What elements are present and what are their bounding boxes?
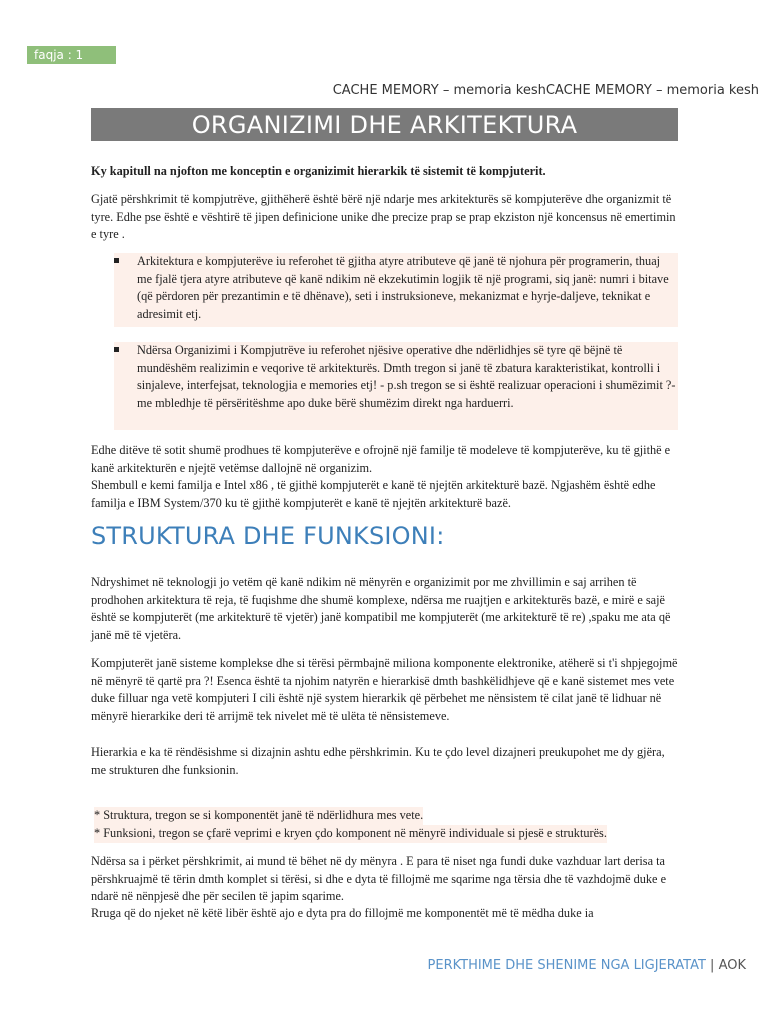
bullet-text: Arkitektura e kompjuterëve iu referohet të gjitha atyre atributeve që janë të njohura për programerin, thuaj me fjalë tjera atyre atributeve që kanë ndikim në ekzekutimin logjik të një programi, siq janë: numri i bitave (që përdoren për prezantimin e të dhënave), seti i instruksioneve, mekanizmat e hyrje-daljeve, teknikat e adresimit etj.	[137, 254, 669, 321]
paragraph-book-approach: Rruga që do njeket në këtë libër është ajo e dyta pra do fillojmë me komponentët më të mëdha duke ia	[91, 906, 594, 920]
bullet-square-icon	[114, 258, 119, 263]
footer-title: PERKTHIME DHE SHENIME NGA LIGJERATAT	[427, 958, 706, 973]
intro-sentence: Ky kapitull na njofton me konceptin e organizimit hierarkik të sistemit të kompjuterit.	[91, 164, 546, 178]
footer-author: AOK	[718, 958, 746, 973]
page-number-badge: faqja : 1	[27, 46, 116, 64]
running-header: CACHE MEMORY – memoria keshCACHE MEMORY – memoria kesh	[332, 83, 759, 98]
paragraph-model-families: Edhe ditëve të sotit shumë prodhues të kompjuterëve e ofrojnë një familje të modeleve të kompjuterëve, ku të gjithë e kanë arkitekturën e njejtë vetëmse dallojnë në organizim.	[91, 443, 671, 475]
paragraph-intel-ibm-example: Shembull e kemi familja e Intel x86 , të gjithë kompjuterët e kanë të njejtën arkitekturë bazë. Ngjashëm është edhe familja e IBM System/370 ku të gjithë kompjuterët e kanë të njejtën arkitekturë bazë.	[91, 478, 656, 510]
bullet-item-architecture	[114, 253, 678, 327]
paragraph-technology-changes: Ndryshimet në teknologji jo vetëm që kanë ndikim në mënyrën e organizimit por me zhvillimin e saj arrihen të prodhohen arkitektura të reja, të fuqishme dhe shumë komplexe, ndërsa me ruajtjen e arkitekturës bazë, e mirë e sajë është se kompjuterët (me arkitekturë të vjetër) janë kompatibil me kompjuterët (me arkitekturë të re) ,spaku me ata që janë më të vjetëra.	[91, 575, 671, 642]
definition-function: * Funksioni, tregon se çfarë veprimi e kryen çdo komponent në mënyrë individuale si pjesë e strukturës.	[94, 825, 607, 843]
footer-separator: |	[705, 958, 719, 973]
paragraph-hierarchy: Kompjuterët janë sisteme komplekse dhe si tërësi përmbajnë miliona komponente elektronike, atëherë si t'i shpjegojmë në mënyrë të qartë pra ?! Esenca është ta njohim natyrën e hierarkisë dmth bashkëlidhjeve që e kanë sistemet mes vete duke filluar nga vetë kompjuteri I cili është një system hierarkik që përbehet me nënsistem të cilat janë të lidhuar në mënyrë hierarkike deri të arrijmë tek nivelet më të ulëta të nënsistemeve.	[91, 656, 678, 723]
bullet-square-icon	[114, 347, 119, 352]
paragraph-structure-function: Hierarkia e ka të rëndësishme si dizajnin ashtu edhe përshkrimin. Ku te çdo level dizajneri preukupohet me dy gjëra, me strukturen dhe funksionin.	[91, 745, 665, 777]
paragraph-architecture-vs-organization: Gjatë përshkrimit të kompjutrëve, gjithëherë është bërë një ndarje mes arkitekturës së kompjuterëve dhe organizmit të tyre. Edhe pse është e vështirë të jipen definicione unike dhe precize prap se prap ekziston një koncensus në emertimin e tyre .	[91, 192, 676, 241]
paragraph-description-methods: Ndërsa sa i përket përshkrimit, ai mund të bëhet në dy mënyra . E para të niset nga fundi duke vazhduar lart derisa ta përshkruajmë të tërin dmth komplet si tërësi, si dhe e dyta të fillojmë me sqarime nga tërsia dhe të vazhdojmë duke e ndarë në nënpjesë dhe për secilen të japim sqarime.	[91, 854, 667, 903]
page-footer	[428, 958, 746, 973]
definition-structure: * Struktura, tregon se si komponentët janë të ndërlidhura mes vete.	[94, 807, 423, 825]
section-heading: STRUKTURA DHE FUNKSIONI:	[91, 522, 445, 550]
chapter-title: ORGANIZIMI DHE ARKITEKTURA	[91, 108, 678, 141]
bullet-text: Ndërsa Organizimi i Kompjutrëve iu referohet njësive operative dhe ndërlidhjes së tyre që bëjnë të mundëshëm realizimin e veqorive të arkitekturës. Dmth tregon si janë të zbatura karakteristikat, kontrolli i sinjaleve, interfejsat, teknologjia e memories etj! - p.sh tregon se si është realizuar operacioni i shumëzimit ?- me mbledhje të përsëritëshme apo duke bërë shumëzim direkt nga harduerri.	[137, 343, 676, 410]
bullet-item-organization	[114, 342, 678, 430]
